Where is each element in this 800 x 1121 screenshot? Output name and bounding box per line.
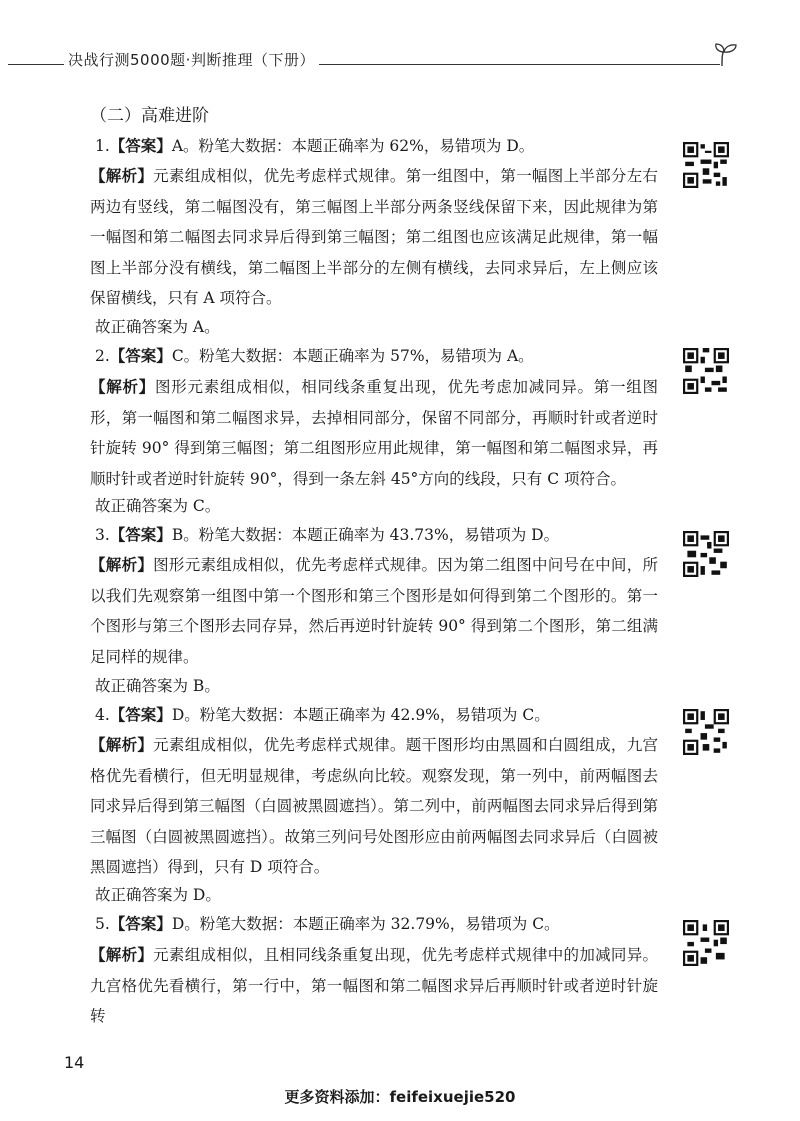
question-4-answer [95, 703, 550, 727]
question-1-answer [95, 134, 534, 158]
answer-tag: 【答案】 [109, 526, 172, 544]
header-rule-right [290, 64, 720, 65]
explain-tag: 【解析】 [90, 556, 154, 574]
question-2-explanation-text: 图形元素组成相似，相同线条重复出现，优先考虑加减同异。第一组图形，第一幅图和第二幅图求异，去掉相同部分，保留不同部分，再顺时针或者逆时针旋转 90° 得到第三幅图；第二组图形应用此规律，第一幅图和第二幅图求异，再顺时针或者逆时针旋转 90°，得到一条左斜 45°方向的线段，只有 C 项符合。 [90, 378, 658, 488]
question-2-answer [95, 344, 534, 368]
question-1-explanation [90, 161, 658, 314]
question-3-answer [95, 523, 559, 547]
qr-code-icon[interactable] [683, 709, 729, 755]
header-rule-left [8, 64, 64, 65]
answer-tag: 【答案】 [109, 706, 172, 724]
question-5-number: 5. [95, 915, 110, 933]
footer-note: 更多资料添加：feifeixuejie520 [284, 1088, 516, 1106]
qr-code-icon[interactable] [683, 142, 729, 188]
explain-tag: 【解析】 [90, 736, 154, 754]
answer-tag: 【答案】 [109, 915, 172, 933]
answer-tag: 【答案】 [109, 137, 172, 155]
question-1-answer-text: A。粉笔大数据：本题正确率为 62%，易错项为 D。 [171, 137, 535, 155]
question-5-answer [95, 912, 560, 936]
qr-code-icon[interactable] [683, 348, 729, 394]
question-3-conclusion: 故正确答案为 B。 [95, 677, 220, 695]
question-2-explanation [90, 372, 658, 494]
question-1-number: 1. [95, 137, 110, 155]
question-5-explanation-text: 元素组成相似，且相同线条重复出现，优先考虑样式规律中的加减同异。九宫格优先看横行，第一行中，第一幅图和第二幅图求异后再顺时针或者逆时针旋转 [90, 946, 658, 1025]
question-2-number: 2. [95, 347, 110, 365]
sprout-icon [712, 40, 742, 70]
question-3-explanation [90, 550, 658, 672]
question-4-explanation [90, 730, 658, 883]
question-5-answer-text: D。粉笔大数据：本题正确率为 32.79%，易错项为 C。 [171, 915, 560, 933]
question-4-explanation-text: 元素组成相似，优先考虑样式规律。题干图形均由黑圆和白圆组成，九宫格优先看横行，但无明显规律，考虑纵向比较。观察发现，第一列中，前两幅图去同求异后得到第三幅图（白圆被黑圆遮挡）。第二列中，前两幅图去同求异后得到第三幅图（白圆被黑圆遮挡）。故第三列问号处图形应由前两幅图去同求异后（白圆被黑圆遮挡）得到，只有 D 项符合。 [90, 736, 658, 876]
qr-code-icon[interactable] [683, 920, 729, 966]
qr-code-icon[interactable] [683, 531, 729, 577]
question-1-explanation-text: 元素组成相似，优先考虑样式规律。第一组图中，第一幅图上半部分左右两边有竖线，第二幅图没有，第三幅图上半部分两条竖线保留下来，因此规律为第一幅图和第二幅图去同求异后得到第三幅图；第二组图也应该满足此规律，第一幅图上半部分没有横线，第二幅图上半部分的左侧有横线，去同求异后，左上侧应该保留横线，只有 A 项符合。 [90, 167, 658, 307]
question-4-number: 4. [95, 706, 110, 724]
explain-tag: 【解析】 [90, 167, 154, 185]
answer-tag: 【答案】 [109, 347, 172, 365]
question-3-answer-text: B。粉笔大数据：本题正确率为 43.73%，易错项为 D。 [171, 526, 560, 544]
question-1-conclusion: 故正确答案为 A。 [95, 318, 220, 336]
explain-tag: 【解析】 [90, 946, 154, 964]
question-4-conclusion: 故正确答案为 D。 [95, 886, 221, 904]
question-2-conclusion: 故正确答案为 C。 [95, 497, 221, 515]
explain-tag: 【解析】 [90, 378, 155, 396]
question-4-answer-text: D。粉笔大数据：本题正确率为 42.9%，易错项为 C。 [171, 706, 550, 724]
question-3-number: 3. [95, 526, 110, 544]
question-2-answer-text: C。粉笔大数据：本题正确率为 57%，易错项为 A。 [171, 347, 534, 365]
page-number: 14 [64, 1053, 85, 1072]
question-3-explanation-text: 图形元素组成相似，优先考虑样式规律。因为第二组图中问号在中间，所以我们先观察第一组图中第一个图形和第三个图形是如何得到第二个图形的。第一个图形与第三个图形去同存异，然后再逆时针旋转 90° 得到第二个图形，第二组满足同样的规律。 [90, 556, 658, 666]
question-5-explanation [90, 940, 658, 1032]
running-header-title: 决战行测5000题·判断推理（下册） [64, 49, 319, 70]
section-title: （二）高难进阶 [90, 106, 209, 126]
